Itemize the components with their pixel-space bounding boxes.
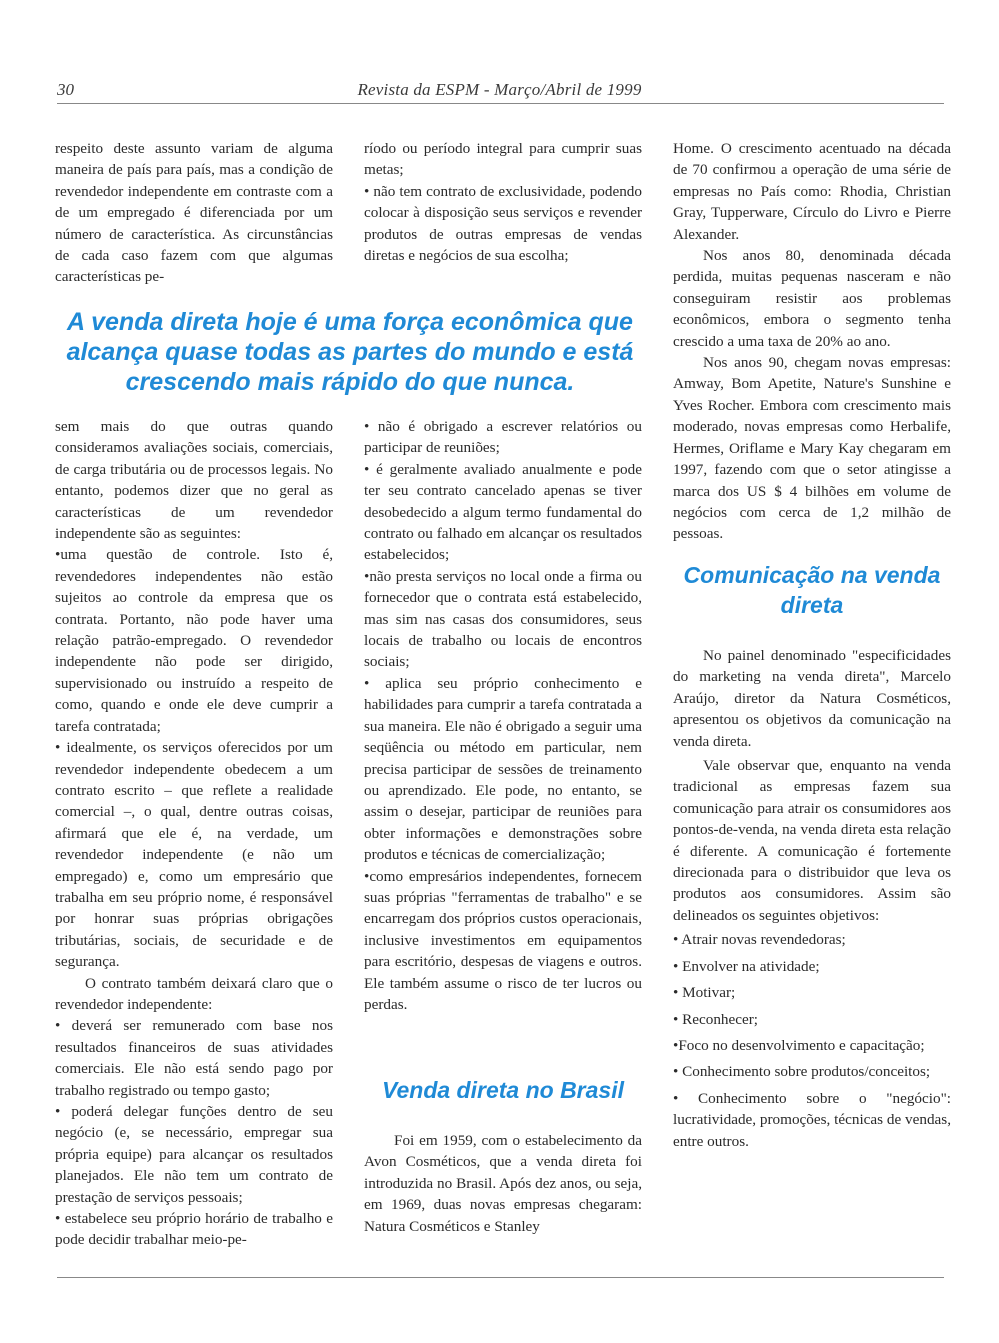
list-item: • Atrair novas revendedoras; — [673, 931, 846, 949]
bullet-item: • deverá ser remunerado com base nos resultados financeiros de suas atividades comerciais. Ele não está sendo pago por trabalho registrado ou tempo gasto; — [55, 1017, 333, 1099]
header-rule — [57, 103, 944, 104]
footer-rule — [57, 1277, 944, 1278]
paragraph: Foi em 1959, com o estabelecimento da Avon Cosméticos, que a venda direta foi introduzida no Brasil. Após dez anos, ou seja, em 1969, duas novas empresas chegaram: Natura Cosméticos e Stanley — [364, 1132, 642, 1235]
list-item: • Reconhecer; — [673, 1010, 759, 1028]
column-2-bottom — [364, 416, 642, 1015]
objectives-list — [673, 929, 951, 1152]
paragraph: O contrato também deixará claro que o revendedor independente: — [55, 974, 333, 1013]
paragraph: Home. O crescimento acentuado na década de 70 confirmou a operação de uma série de empresas no País como: Rhodia, Christian Gray, Tupperware, Círculo do Livro e Pierre Alexander. — [673, 140, 951, 243]
bullet-item: • aplica seu próprio conhecimento e habilidades para cumprir a tarefa contratada a sua maneira. Ele não é obrigado a seguir uma seqüência ou método em particular, nem precisa participar de sessões de treinamento ou aprendizado. Ele pode, no entanto, se assim o desejar, participar de reuniões para obter informações e demonstrações sobre produtos e técnicas de comercialização; — [364, 674, 642, 864]
bullet-item: • não tem contrato de exclusividade, podendo colocar à disposição seus serviços e revender produtos de outras empresas de vendas diretas e negócios de sua escolha; — [364, 182, 642, 265]
bullet-item: • é geralmente avaliado anualmente e pode ter seu contrato cancelado apenas se tiver desobedecido a algum termo fundamental do contrato ou falhado em alcançar os resultados estabelecidos; — [364, 460, 642, 564]
paragraph: Vale observar que, enquanto na venda tradicional as empresas fazem sua comunicação para atrair os consumidores aos pontos-de-venda, na venda direta esta relação é diferente. A comunicação é fortemente direcionada para o distribuidor que leva os produtos aos consumidores. Assim são delineados os seguintes objetivos: — [673, 757, 951, 924]
running-header: Revista da ESPM - Março/Abril de 1999 — [357, 80, 642, 99]
paragraph: respeito deste assunto variam de alguma maneira de país para país, mas a condição de revendedor independente em contraste com a de um empregado é diferenciada por um número de característica. As circunstâncias de cada caso fazem com que algumas características pe- — [55, 140, 333, 286]
bullet-item: •uma questão de controle. Isto é, revendedores independentes não estão sujeitos ao controle da empresa que os contrata. Portanto, não pode haver uma relação patrão-empregado. O revendedor independente não pode ser dirigido, supervisionado ou instruído a respeito de como, quando e onde ele deve cumprir a tarefa contratada; — [55, 546, 333, 735]
paragraph: No painel denominado "especificidades do marketing na venda direta", Marcelo Araújo, diretor da Natura Cosméticos, apresentou os objetivos da comunicação na venda direta. — [673, 647, 951, 750]
bullet-item: •não presta serviços no local onde a firma ou fornecedor que o contrata está estabelecido, mas sim nas casas dos consumidores, seus locais de trabalho ou locais de encontros sociais; — [364, 567, 642, 671]
list-item: • Conhecimento sobre produtos/conceitos; — [673, 1063, 931, 1081]
column-3-bottom — [673, 645, 951, 1157]
bullet-item: • estabelece seu próprio horário de trabalho e pode decidir trabalhar meio-pe- — [55, 1210, 333, 1249]
list-item: • Envolver na atividade; — [673, 957, 820, 975]
bullet-item: • não é obrigado a escrever relatórios ou participar de reuniões; — [364, 418, 642, 457]
paragraph: Nos anos 90, chegam novas empresas: Amway, Bom Apetite, Nature's Sunshine e Yves Rocher. Embora com crescimento mais moderado, novas empresas como Herbalife, Hermes, Oriflame e Mary Kay chegaram em 1997, fazendo com que o setor atingisse a marca dos US $ 4 bilhões em volume de negócios com cerca de 1,2 milhão de pessoas. — [673, 354, 951, 543]
bullet-item: • poderá delegar funções dentro de seu negócio (e, se necessário, empregar sua própria equipe) para alcançar os resultados planejados. Ele não tem um contrato de prestação de serviços pessoais; — [55, 1103, 333, 1206]
bullet-item: • idealmente, os serviços oferecidos por um revendedor independente obedecem a um contrato escrito – que reflete a realidade comercial –, o qual, dentre outras coisas, afirmará que ele é, na verdade, um revendedor independente (e não um empregado) e, como um empresário que trabalha em seu próprio nome, é responsável por honrar suas próprias obrigações tributárias, sociais, de securidade e de segurança. — [55, 739, 333, 971]
column-2-brasil — [364, 1130, 642, 1237]
page-number: 30 — [57, 80, 74, 99]
column-2-top — [364, 138, 642, 266]
list-item: •Foco no desenvolvimento e capacitação; — [673, 1036, 925, 1054]
bullet-item: •como empresários independentes, fornecem suas próprias "ferramentas de trabalho" e se encarregam dos próprios custos operacionais, inclusive investimentos em equipamentos para escritório, despesas de viagens e outros. Ele também assume o risco de ter lucros ou perdas. — [364, 867, 642, 1013]
section-heading-brasil: Venda direta no Brasil — [382, 1077, 624, 1103]
column-1-bottom — [55, 416, 333, 1251]
paragraph: sem mais do que outras quando consideramos avaliações sociais, comerciais, de carga tributária ou de processos legais. No entanto, podemos dizer que no geral as características de um revendedor independente são as seguintes: — [55, 418, 333, 543]
list-item: • Conhecimento sobre o "negócio": lucratividade, promoções, técnicas de vendas, entre outros. — [673, 1089, 951, 1150]
column-3-top — [673, 138, 951, 545]
pull-quote: A venda direta hoje é uma força econômica que alcança quase todas as partes do mundo e está crescendo mais rápido do que nunca. — [66, 308, 634, 396]
column-1-top — [55, 138, 333, 288]
list-item: • Motivar; — [673, 984, 736, 1002]
paragraph: Nos anos 80, denominada década perdida, muitas pequenas nasceram e não conseguiram resistir aos problemas econômicos, embora o segmento tenha crescido a uma taxa de 20% ao ano. — [673, 247, 951, 350]
section-heading-comunicacao: Comunicação na venda direta — [683, 562, 941, 618]
paragraph: ríodo ou período integral para cumprir suas metas; — [364, 140, 642, 179]
